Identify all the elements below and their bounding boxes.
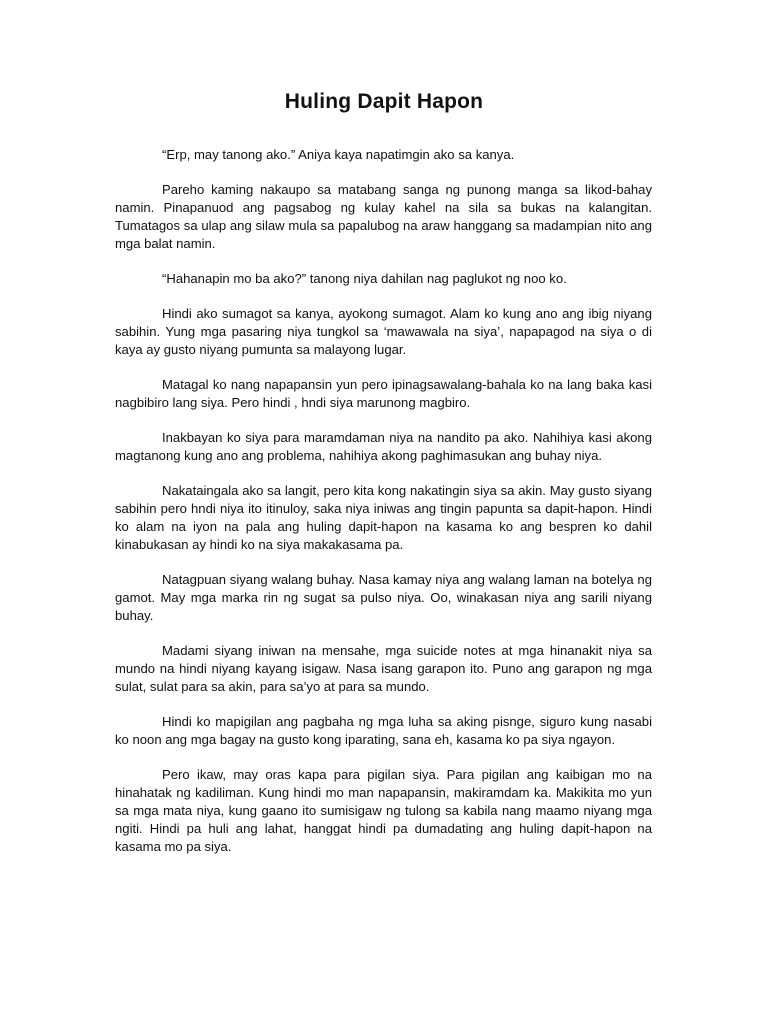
paragraph: Matagal ko nang napapansin yun pero ipinagsawalang-bahala ko na lang baka kasi nagbibiro lang siya. Pero hindi , hndi siya marunong magbiro. xyxy=(115,377,652,410)
document-body xyxy=(115,146,652,873)
paragraph: Hindi ko mapigilan ang pagbaha ng mga luha sa aking pisnge, siguro kung nasabi ko noon ang mga bagay na gusto kong iparating, sana eh, kasama ko pa siya ngayon. xyxy=(115,714,652,747)
paragraph: Inakbayan ko siya para maramdaman niya na nandito pa ako. Nahihiya kasi akong magtanong kung ano ang problema, nahihiya akong paghimasukan ang buhay niya. xyxy=(115,430,652,463)
paragraph: Madami siyang iniwan na mensahe, mga suicide notes at mga hinanakit niya sa mundo na hindi niyang kayang isigaw. Nasa isang garapon ito. Puno ang garapon ng mga sulat, sulat para sa akin, para sa’yo at para sa mundo. xyxy=(115,643,652,694)
paragraph: Pareho kaming nakaupo sa matabang sanga ng punong manga sa likod-bahay namin. Pinapanuod ang pagsabog ng kulay kahel na sila sa bukas na kalangitan. Tumatagos sa ulap ang silaw mula sa papalubog na araw hanggang sa madampian nito ang mga balat namin. xyxy=(115,182,652,251)
document-title: Huling Dapit Hapon xyxy=(284,90,484,113)
paragraph: Natagpuan siyang walang buhay. Nasa kamay niya ang walang laman na botelya ng gamot. May mga marka rin ng sugat sa pulso niya. Oo, winakasan niya ang sarili niyang buhay. xyxy=(115,572,652,623)
paragraph: “Erp, may tanong ako.” Aniya kaya napatimgin ako sa kanya. xyxy=(162,147,515,162)
paragraph: Nakataingala ako sa langit, pero kita kong nakatingin siya sa akin. May gusto siyang sabihin pero hndi niya ito itinuloy, saka niya iniwas ang tingin papunta sa dapit-hapon. Hindi ko alam na iyon na pala ang huling dapit-hapon na kasama ko ang bespren ko dahil kinabukasan ay hindi ko na siya makakasama pa. xyxy=(115,483,652,552)
paragraph: Pero ikaw, may oras kapa para pigilan siya. Para pigilan ang kaibigan mo na hinahatak ng kadiliman. Kung hindi mo man napapansin, makiramdam ka. Makikita mo yun sa mga mata niya, kung gaano ito sumisigaw ng tulong sa kabila nang maamo niyang mga ngiti. Hindi pa huli ang lahat, hanggat hindi pa dumadating ang huling dapit-hapon na kasama mo pa siya. xyxy=(115,767,652,854)
paragraph: Hindi ako sumagot sa kanya, ayokong sumagot. Alam ko kung ano ang ibig niyang sabihin. Yung mga pasaring niya tungkol sa ‘mawawala na siya’, napapagod na siya o di kaya ay gusto niyang pumunta sa malayong lugar. xyxy=(115,306,652,357)
paragraph: “Hahanapin mo ba ako?” tanong niya dahilan nag paglukot ng noo ko. xyxy=(162,271,567,286)
